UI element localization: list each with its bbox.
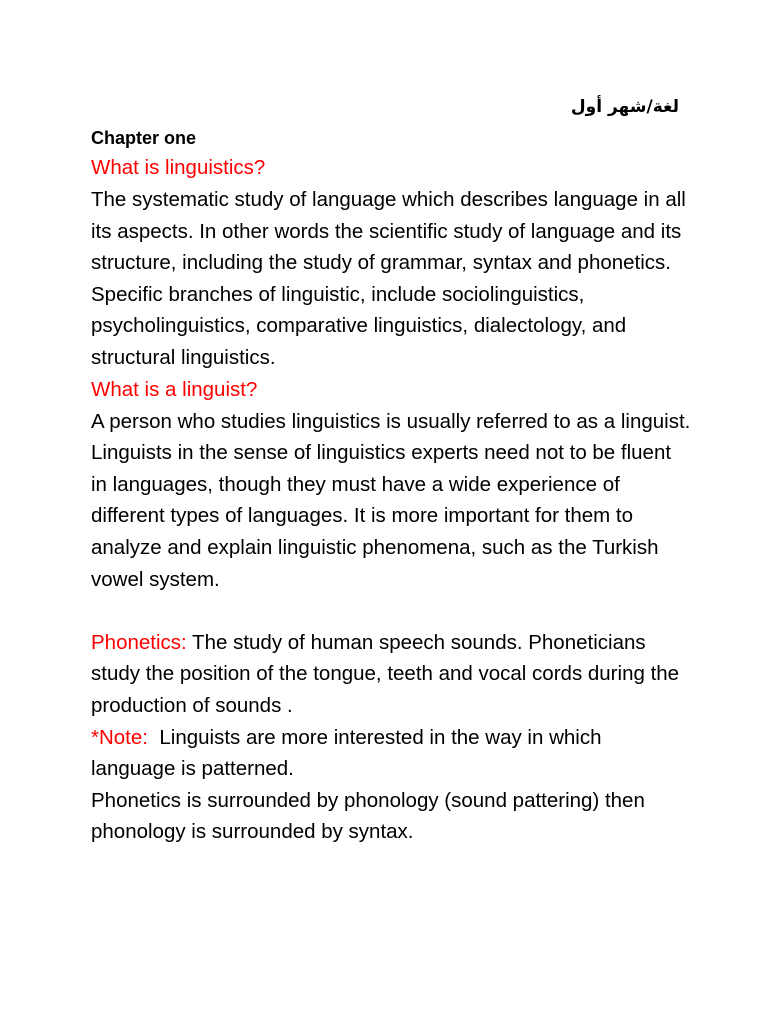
linguistics-heading: What is linguistics? [91,156,266,179]
chapter-label: Chapter one [91,128,197,148]
document-page [91,92,691,848]
final-paragraph: Phonetics is surrounded by phonology (sound pattering) then phonology is surrounded by syntax. [91,788,645,844]
note-text: Linguists are more interested in the way in which language is patterned. [91,725,608,781]
linguist-heading: What is a linguist? [91,377,258,401]
paragraph-spacer [91,595,691,627]
note-label: *Note: [91,725,148,749]
note-paragraph [91,722,691,785]
phonetics-text: The study of human speech sounds. Phoneticians study the position of the tongue, teeth and vocal cords during the production of sounds . [91,630,680,717]
phonetics-label: Phonetics: [91,630,187,654]
arabic-title: لغة/شهر أول [570,97,679,117]
phonetics-paragraph [91,627,691,722]
linguistics-paragraph: The systematic study of language which describes language in all its aspects. In other words the scientific study of language and its structure, including the study of grammar, syntax and phonetics. Specific branches of linguistic, include sociolinguistics, psycholinguistics, comparative linguistics, dialectology, and structural linguistics. [91,188,686,369]
linguist-paragraph: A person who studies linguistics is usually referred to as a linguist. Linguists in the sense of linguistics experts need not to be fluent in languages, though they must have a wide experience of different types of languages. It is more important for them to analyze and explain linguistic phenomena, such as the Turkish vowel system. [91,409,691,591]
